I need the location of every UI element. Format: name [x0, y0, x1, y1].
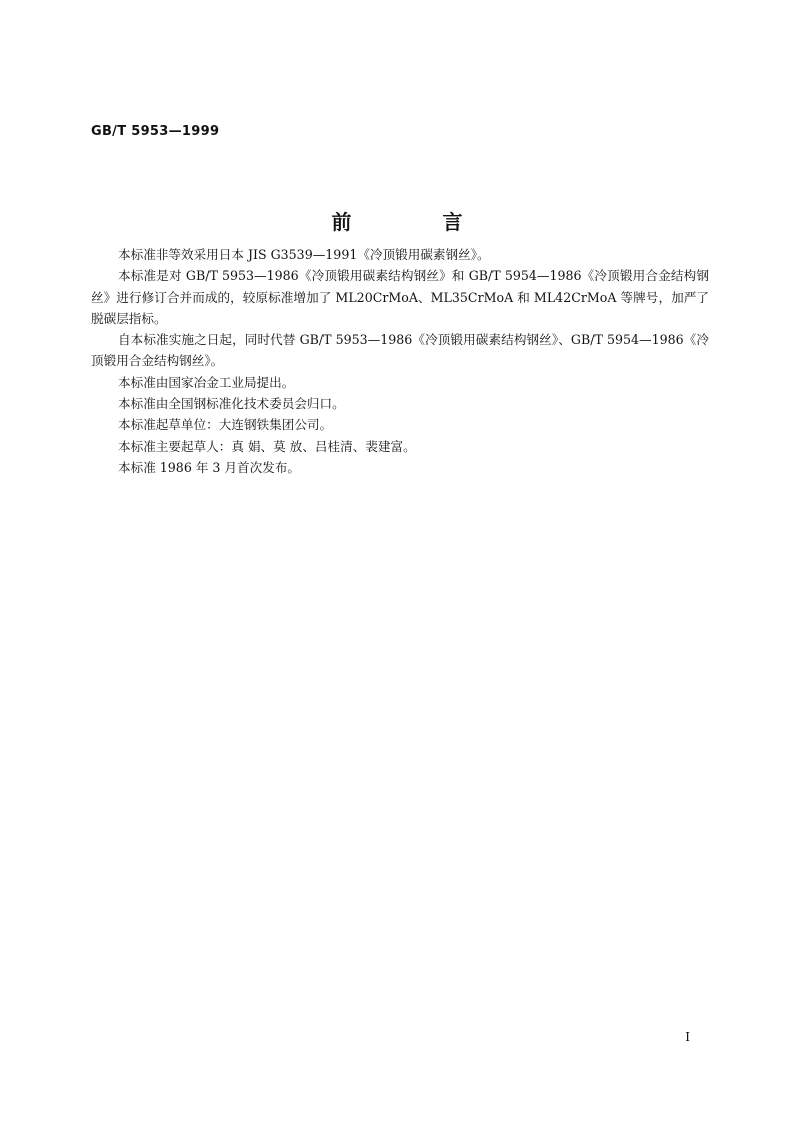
paragraph-proposer: 本标准由国家冶金工业局提出。	[118, 374, 295, 390]
preface-body	[91, 244, 709, 478]
page-number: I	[685, 1030, 690, 1044]
page-title: 前 言	[331, 210, 505, 234]
paragraph-drafting-unit: 本标准起草单位：大连钢铁集团公司。	[118, 417, 333, 433]
standard-code: GB/T 5953—1999	[91, 124, 220, 139]
paragraph-drafters: 本标准主要起草人：真 娟、莫 放、吕桂清、裴建富。	[118, 438, 416, 454]
paragraph-first-issue: 本标准 1986 年 3 月首次发布。	[118, 459, 301, 475]
paragraph-technical-committee: 本标准由全国钢标准化技术委员会归口。	[118, 396, 345, 412]
paragraph-adoption: 本标准非等效采用日本 JIS G3539—1991《冷顶锻用碳素钢丝》。	[118, 247, 490, 262]
paragraph-replacement: 自本标准实施之日起，同时代替 GB/T 5953—1986《冷顶锻用碳素结构钢丝》、GB/T 5954—1986《冷顶锻用合金结构钢丝》。	[91, 332, 709, 369]
paragraph-revision: 本标准是对 GB/T 5953—1986《冷顶锻用碳素结构钢丝》和 GB/T 5954—1986《冷顶锻用合金结构钢丝》进行修订合并而成的，较原标准增加了 ML20CrMoA、ML35CrMoA 和 ML42CrMoA 等牌号，加严了脱碳层指标。	[91, 268, 709, 326]
